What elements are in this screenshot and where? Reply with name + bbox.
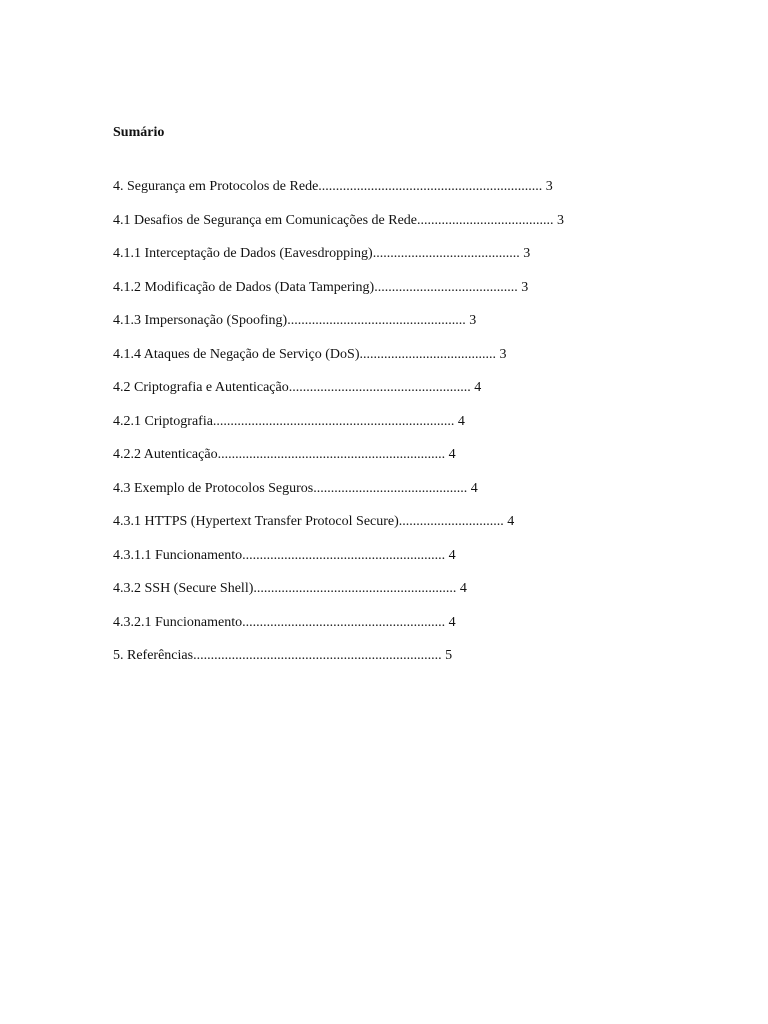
toc-entry-leader: .......................................................... [253, 581, 457, 596]
toc-entry [113, 580, 564, 614]
toc-entry-page-number: 3 [499, 346, 507, 362]
toc-entry-label: 4.1.3 Impersonação (Spoofing) [113, 313, 288, 328]
toc-entry-label: 4.3 Exemplo de Protocolos Seguros [113, 480, 314, 496]
toc-entry [113, 379, 564, 413]
toc-entry-page-number: 4 [448, 447, 456, 462]
toc-entry-leader: ....................................... [417, 212, 554, 228]
toc-entry-leader: ....................................................................... [193, 648, 442, 663]
toc-entry-page-number: 4 [457, 413, 465, 429]
toc-entry-leader: .................................................... [288, 380, 471, 395]
toc-entry-page-number: 3 [523, 246, 531, 261]
toc-entry-label: 4.3.1 HTTPS (Hypertext Transfer Protocol Secure) [113, 514, 399, 529]
toc-entry-label: 4.1.4 Ataques de Negação de Serviço (DoS) [113, 346, 360, 362]
toc-entry-page-number: 4 [448, 614, 456, 630]
toc-entry-label: 4.3.2 SSH (Secure Shell) [113, 581, 254, 596]
toc-entry-leader: .......................................................... [242, 547, 446, 563]
toc-entry [113, 547, 564, 581]
toc-entry-leader: .......................................... [372, 246, 520, 261]
toc-entry-label: 4.2.2 Autenticação [113, 447, 218, 462]
toc-entry-label: 4.2 Criptografia e Autenticação [113, 380, 289, 395]
table-of-contents-title: Sumário [113, 125, 165, 140]
toc-entry-leader: ................................................................. [217, 447, 446, 462]
toc-entry-label: 4.3.1.1 Funcionamento [113, 547, 243, 563]
toc-entry-label: 5. Referências [113, 648, 194, 663]
toc-entry-leader: ................................................................ [318, 179, 543, 194]
toc-entry-leader: .............................. [398, 514, 504, 529]
toc-entry-leader: ......................................... [374, 279, 518, 295]
toc-entry-leader: ................................................... [287, 313, 466, 328]
toc-entry-page-number: 4 [474, 380, 482, 395]
toc-entry-label: 4.1.2 Modificação de Dados (Data Tampering) [113, 279, 375, 295]
toc-entry-label: 4.3.2.1 Funcionamento [113, 614, 243, 630]
toc-entry-label: 4.1.1 Interceptação de Dados (Eavesdropping) [113, 246, 373, 261]
toc-entry-label: 4.2.1 Criptografia [113, 413, 213, 429]
toc-entry [113, 346, 564, 380]
toc-entry-page-number: 3 [545, 179, 553, 194]
toc-entry-page-number: 4 [459, 581, 467, 596]
toc-entry-page-number: 4 [448, 547, 456, 563]
toc-entry-label: 4. Segurança em Protocolos de Rede [113, 179, 319, 194]
toc-entry [113, 413, 564, 447]
toc-entry-label: 4.1 Desafios de Segurança em Comunicações de Rede [113, 212, 418, 228]
toc-entry-leader: ..................................................................... [212, 413, 455, 429]
table-of-contents-list [113, 178, 564, 681]
toc-entry-page-number: 5 [445, 648, 453, 663]
toc-entry [113, 279, 564, 313]
toc-entry [113, 245, 564, 279]
toc-entry-page-number: 4 [507, 514, 515, 529]
toc-entry-leader: ....................................... [359, 346, 496, 362]
toc-entry [113, 212, 564, 246]
toc-entry-page-number: 3 [557, 212, 565, 228]
toc-entry [113, 647, 564, 681]
toc-entry-leader: ............................................ [313, 480, 468, 496]
toc-entry [113, 178, 564, 212]
toc-entry [113, 312, 564, 346]
toc-entry [113, 614, 564, 648]
toc-entry [113, 513, 564, 547]
toc-entry-page-number: 3 [521, 279, 529, 295]
toc-entry-page-number: 3 [469, 313, 477, 328]
toc-entry-page-number: 4 [470, 480, 478, 496]
toc-entry [113, 480, 564, 514]
toc-entry [113, 446, 564, 480]
toc-entry-leader: .......................................................... [242, 614, 446, 630]
